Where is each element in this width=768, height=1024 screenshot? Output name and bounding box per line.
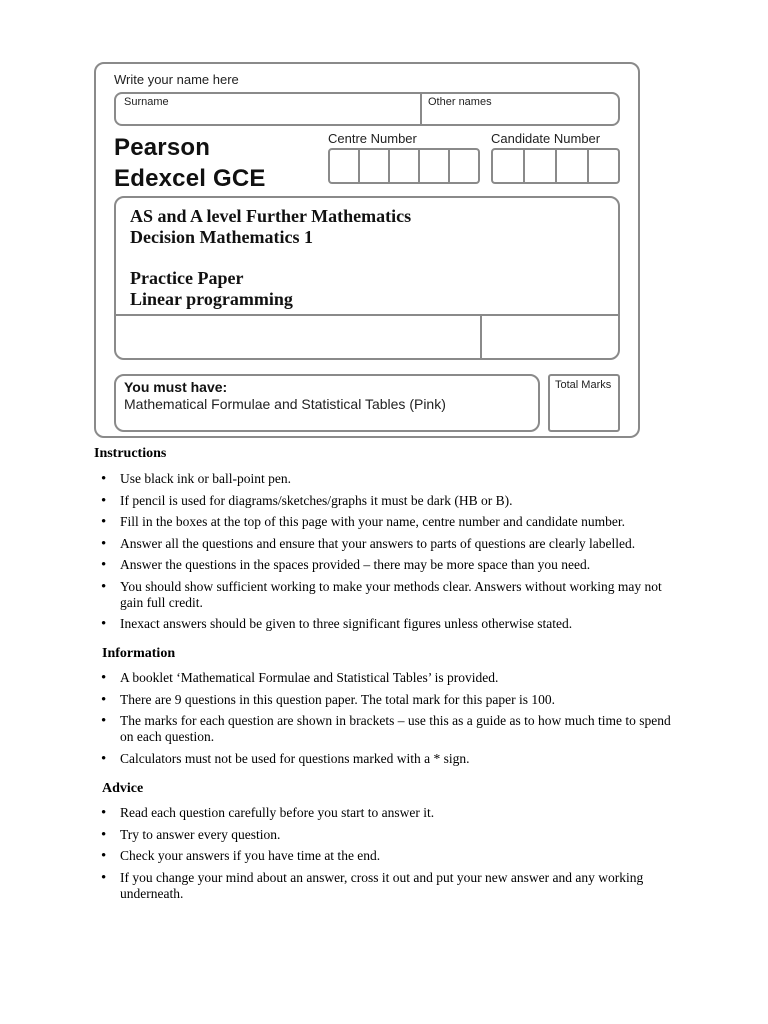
- must-have-text: Mathematical Formulae and Statistical Tables (Pink): [124, 396, 446, 412]
- list-item: • Check your answers if you have time at the end.: [100, 848, 680, 864]
- candidate-number-label: Candidate Number: [491, 131, 601, 146]
- information-heading: Information: [102, 646, 176, 661]
- list-item: • Answer all the questions and ensure that your answers to parts of questions are clearly labelled.: [100, 536, 680, 552]
- list-item: • If you change your mind about an answer, cross it out and put your new answer and any working underneath.: [100, 870, 680, 902]
- exam-board-logo: [114, 132, 266, 194]
- list-item: • Read each question carefully before you start to answer it.: [100, 805, 680, 821]
- centre-number-boxes[interactable]: [328, 148, 480, 184]
- surname-label: Surname: [124, 96, 169, 108]
- centre-number-cell[interactable]: [330, 150, 360, 182]
- list-item: • Use black ink or ball-point pen.: [100, 471, 680, 487]
- paper-title: [130, 206, 411, 310]
- title-line-1: AS and A level Further Mathematics: [130, 206, 412, 226]
- total-marks-label: Total Marks: [555, 379, 612, 391]
- centre-number-cell[interactable]: [450, 150, 478, 182]
- title-line-2: Decision Mathematics 1: [130, 227, 313, 247]
- candidate-number-cell[interactable]: [589, 150, 618, 182]
- instructions-list: [100, 471, 680, 638]
- information-list: [100, 670, 680, 772]
- list-item: • Answer the questions in the spaces provided – there may be more space than you need.: [100, 557, 680, 573]
- centre-number-cell[interactable]: [420, 150, 450, 182]
- list-item: • You should show sufficient working to make your methods clear. Answers without working may not gain full credit.: [100, 579, 680, 611]
- centre-number-cell[interactable]: [390, 150, 420, 182]
- title-vertical-divider: [480, 314, 482, 360]
- list-item: • Try to answer every question.: [100, 827, 680, 843]
- name-caption: Write your name here: [114, 72, 239, 87]
- list-item: • There are 9 questions in this question paper. The total mark for this paper is 100.: [100, 692, 680, 708]
- candidate-number-boxes[interactable]: [491, 148, 620, 184]
- advice-list: [100, 805, 680, 907]
- advice-heading: Advice: [102, 781, 144, 796]
- list-item: • Inexact answers should be given to three significant figures unless otherwise stated.: [100, 616, 680, 632]
- cover-sheet: [94, 62, 640, 438]
- list-item: • Calculators must not be used for questions marked with a * sign.: [100, 751, 680, 767]
- total-marks-box[interactable]: [548, 374, 620, 432]
- brand-line-1: Pearson: [114, 134, 211, 161]
- candidate-number-cell[interactable]: [525, 150, 557, 182]
- must-have-title: You must have:: [124, 379, 228, 395]
- instructions-heading: Instructions: [94, 446, 167, 461]
- brand-line-2: Edexcel GCE: [114, 165, 266, 192]
- centre-number-label: Centre Number: [328, 131, 417, 146]
- name-divider: [420, 94, 422, 124]
- list-item: • If pencil is used for diagrams/sketches/graphs it must be dark (HB or B).: [100, 493, 680, 509]
- centre-number-cell[interactable]: [360, 150, 390, 182]
- list-item: • The marks for each question are shown in brackets – use this as a guide as to how much time to spend on each question.: [100, 713, 680, 745]
- must-have-box: [114, 374, 540, 432]
- title-line-4: Linear programming: [130, 289, 293, 309]
- candidate-number-cell[interactable]: [557, 150, 589, 182]
- title-divider: [116, 314, 618, 316]
- title-line-3: Practice Paper: [130, 268, 244, 288]
- paper-title-box: [114, 196, 620, 360]
- list-item: • A booklet ‘Mathematical Formulae and Statistical Tables’ is provided.: [100, 670, 680, 686]
- name-box[interactable]: [114, 92, 620, 126]
- other-names-label: Other names: [428, 96, 492, 108]
- candidate-number-cell[interactable]: [493, 150, 525, 182]
- list-item: • Fill in the boxes at the top of this page with your name, centre number and candidate number.: [100, 514, 680, 530]
